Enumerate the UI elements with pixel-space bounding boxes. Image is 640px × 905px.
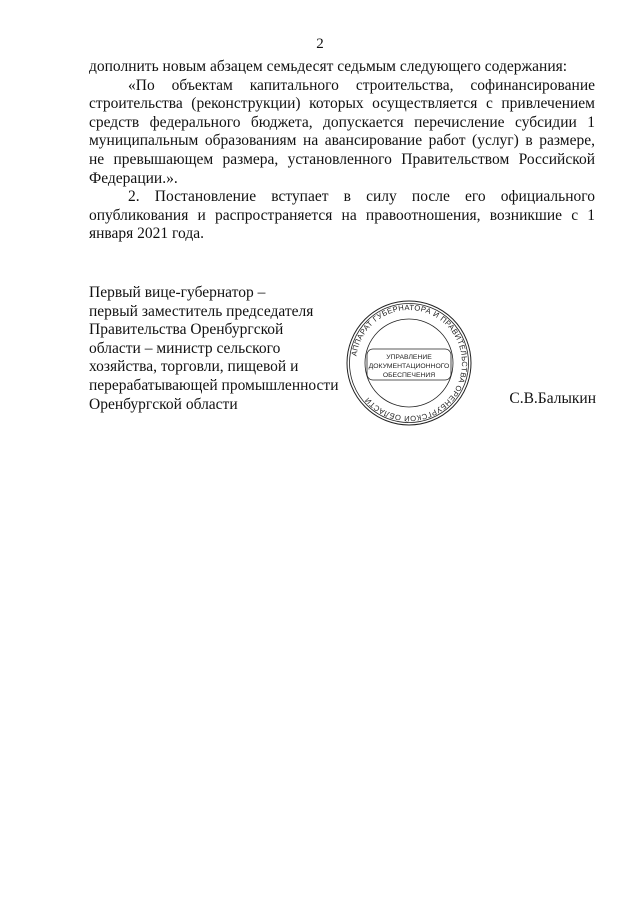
signatory-title-line: Оренбургской области — [89, 395, 238, 413]
signatory-title-line: области – министр сельского — [89, 339, 281, 357]
signatory-title — [89, 284, 349, 414]
seal-outer-ring-text: АППАРАТ ГУБЕРНАТОРА И ПРАВИТЕЛЬСТВА ОРЕНБУРГСКОЙ ОБЛАСТИ — [349, 302, 470, 424]
signatory-title-line: Первый вице-губернатор – — [89, 284, 266, 301]
signer-name: С.В.Балыкин — [509, 390, 596, 407]
signatory-title-line: перерабатывающей промышленности — [89, 376, 339, 394]
signatory-title-line: хозяйства, торговли, пищевой и — [89, 358, 299, 376]
page-number: 2 — [316, 36, 324, 52]
seal-center-line: УПРАВЛЕНИЕ — [386, 354, 432, 361]
paragraph-amendment-intro: дополнить новым абзацем семьдесят седьмым следующего содержания: — [89, 58, 568, 75]
paragraph-effective-date: 2. Постановление вступает в силу после его официального опубликования и распространяется на правоотношения, возникшие с 1 января 2021 года. — [89, 188, 595, 243]
seal-center-line: ОБЕСПЕЧЕНИЯ — [382, 372, 436, 379]
paragraph-quoted-text: «По объектам капитального строительства, софинансирование строительства (реконструкции) которых осуществляется с привлечением средств федерального бюджета, допускается перечисление субсидии 1 муниципальным образованиям на авансирование работ (услуг) в размере, не превышающем размера, установленного Правительством Российской Федерации.». — [89, 76, 595, 187]
official-seal-stamp — [344, 298, 474, 428]
seal-center-line: ДОКУМЕНТАЦИОННОГО — [368, 363, 450, 370]
signatory-title-line: первый заместитель председателя — [89, 302, 314, 320]
document-body — [89, 58, 595, 244]
signatory-title-line: Правительства Оренбургской — [89, 321, 284, 339]
